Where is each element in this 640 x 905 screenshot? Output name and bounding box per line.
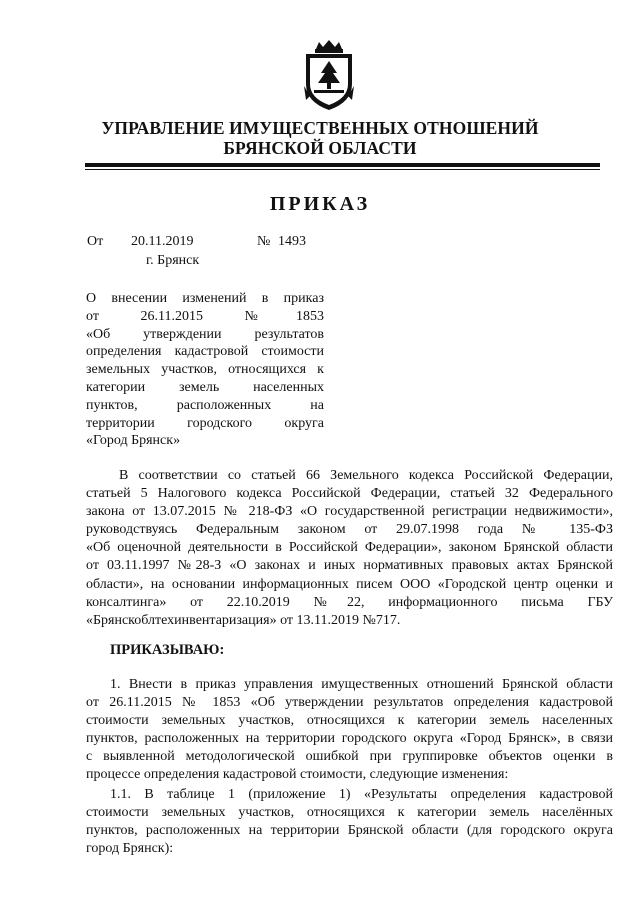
document-title: ПРИКАЗ: [269, 193, 371, 215]
order-item-1: [86, 676, 613, 785]
paragraph-line: консалтинга» от 22.10.2019 №22, информационного письма ГБУ: [86, 594, 613, 610]
paragraph-line: 1. Внести в приказ управления имущественных отношений Брянской области: [110, 677, 613, 692]
paragraph-line: В соответствии со статьей 66 Земельного кодекса Российской Федерации,: [119, 468, 613, 483]
paragraph-line: стоимости земельных участков, относящихся к категории земель населенных: [86, 713, 613, 729]
paragraph-line: статьей 5 Налогового кодекса Российской Федерации, статьей 32 Федерального: [86, 486, 613, 502]
document-subject: [86, 290, 324, 450]
subject-line: от 26.11.2015 №1853: [86, 308, 324, 324]
paragraph-line: 1.1. В таблице 1 (приложение 1) «Результаты определения кадастровой: [110, 787, 613, 802]
paragraph-line: стоимости земельных участков, относящихся к категории земель населённых: [86, 805, 613, 821]
document-date: 20.11.2019: [131, 234, 194, 249]
order-heading: ПРИКАЗЫВАЮ:: [110, 642, 225, 658]
subject-line: пунктов, расположенных на: [86, 397, 324, 413]
subject-line: О внесении изменений в приказ: [86, 291, 324, 306]
document-city: г. Брянск: [146, 253, 200, 268]
paragraph-line: город Брянск):: [86, 841, 174, 857]
paragraph-line: области», на основании информационных писем ООО «Городской центр оценки и: [86, 576, 613, 592]
subject-line: «Об утверждении результатов: [86, 326, 324, 342]
subject-line: территории городского округа: [86, 415, 324, 431]
paragraph-line: закона от 13.07.2015 № 218-ФЗ «О государственной регистрации недвижимости»,: [86, 504, 613, 520]
organization-name-line1: УПРАВЛЕНИЕ ИМУЩЕСТВЕННЫХ ОТНОШЕНИЙ: [101, 118, 539, 138]
paragraph-line: с выявленной методологической ошибкой при группировке объектов оценки в: [86, 749, 613, 765]
paragraph-line: процессе определения кадастровой стоимости, следующие изменения:: [86, 767, 509, 783]
paragraph-line: «Об оценочной деятельности в Российской Федерации», законом Брянской области: [86, 540, 613, 556]
document-number: 1493: [278, 234, 306, 249]
coat-of-arms-icon: [302, 40, 356, 112]
paragraph-line: пунктов, расположенных на территории городского округа «Город Брянск», в связи: [86, 731, 613, 747]
subject-line: «Город Брянск»: [86, 433, 181, 449]
paragraph-line: руководствуясь Федеральным законом от 29.07.1998 года № 135-ФЗ: [86, 522, 613, 538]
date-label: От: [87, 234, 104, 249]
paragraph-line: пунктов, расположенных на территории Брянской области (для городского округа: [86, 823, 613, 839]
paragraph-line: «Брянскоблтехинвентаризация» от 13.11.2019 №717.: [86, 612, 401, 628]
preamble-paragraph: [86, 467, 613, 630]
header-divider-thin: [85, 169, 600, 170]
organization-name-line2: БРЯНСКОЙ ОБЛАСТИ: [223, 138, 417, 158]
paragraph-line: от 03.11.1997 №28-З «О законах и иных нормативных правовых актах Брянской: [86, 558, 613, 574]
order-item-1-1: [86, 786, 613, 858]
paragraph-line: от 26.11.2015 № 1853 «Об утверждении результатов определения кадастровой: [86, 695, 613, 711]
subject-line: категории земель населенных: [86, 379, 324, 395]
subject-line: определения кадастровой стоимости: [86, 344, 324, 360]
subject-line: земельных участков, относящихся к: [86, 362, 324, 378]
number-label: №: [257, 234, 271, 249]
header-divider-thick: [85, 163, 600, 167]
